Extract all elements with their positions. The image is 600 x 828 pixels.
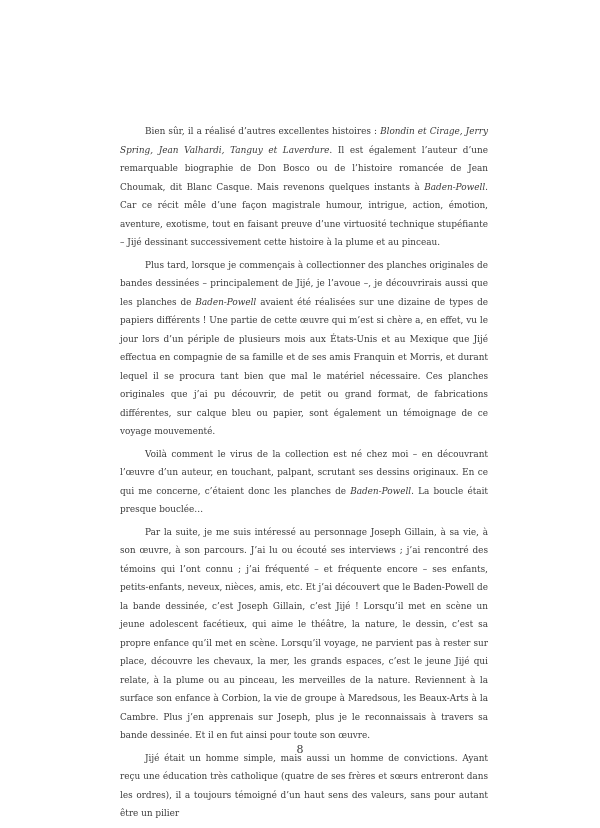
- text-run: . Car ce récit mêle d’une façon magistrale humour, intrigue, action, émotion, aventure, exotisme, tout en faisant preuve d’une virtuosité technique stupéfiante – Jijé dessinant successivement cette histoire à la plume et au pinceau.: [120, 182, 488, 248]
- paragraph: [120, 257, 488, 442]
- text-run: . La boucle était presque bouclée…: [120, 486, 488, 515]
- text-run: . Il est également l’auteur d’une remarquable biographie de Don Bosco ou de l’histoire romancée de Jean Choumak, dit Blanc Casque. Mais revenons quelques instants à: [120, 145, 488, 193]
- text-run: Bien sûr, il a réalisé d’autres excellentes histoires :: [145, 127, 381, 137]
- text-run: Voilà comment le virus de la collection est né chez moi – en découvrant l’œuvre d’un auteur, en touchant, palpant, scrutant ses dessins originaux. En ce qui me concerne, c’étaient donc les planches de: [120, 449, 488, 497]
- text-run: avaient été réalisées sur une dizaine de types de papiers différents ! Une partie de cette œuvre qui m’est si chère a, en effet, vu le jour lors d’un périple de plusieurs mois aux États-Unis et au Mexique que Jijé effectua en compagnie de sa famille et de ses amis Franquin et Morris, et durant lequel il se procura tant bien que mal le matériel nécessaire. Ces planches originales que j’ai pu découvrir, de petit ou grand format, de fabrications différentes, sur calque bleu ou papier, sont également un témoignage de ce voyage mouvementé.: [120, 297, 488, 437]
- page-number: 8: [296, 743, 304, 756]
- text-run: Plus tard, lorsque je commençais à collectionner des planches originales de bandes dessinées – principalement de Jijé, je l’avoue –, je découvrirais aussi que les planches de: [120, 260, 488, 308]
- text-run: Jijé était un homme simple, mais aussi un homme de convictions. Ayant reçu une éducation très catholique (quatre de ses frères et sœurs entreront dans les ordres), il a toujours témoigné d’un haut sens des valeurs, sans pour autant être un pilier: [120, 753, 488, 819]
- text-run: Par la suite, je me suis intéressé au personnage Joseph Gillain, à sa vie, à son œuvre, à son parcours. J’ai lu ou écouté ses interviews ; j’ai rencontré des témoins qui l’ont connu ; j’ai fréquenté – et fréquente encore – ses enfants, petits-enfants, neveux, nièces, amis, etc. Et j’ai découvert que le Baden-Powell de la bande dessinée, c’est Joseph Gillain, c’est Jijé ! Lorsqu’il met en scène un jeune adolescent facétieux, qui aime le théâtre, la nature, le dessin, c’est sa propre enfance qu’il met en scène. Lorsqu’il voyage, ne parvient pas à rester sur place, découvre les chevaux, la mer, les grands espaces, c’est le jeune Jijé qui relate, à la plume ou au pinceau, les merveilles de la nature. Reviennent à la surface son enfance à Corbion, la vie de groupe à Maredsous, les Beaux-Arts à la Cambre. Plus j’en apprenais sur Joseph, plus je le reconnaissais à travers sa bande dessinée. Et il en fut ainsi pour toute son œuvre.: [120, 527, 488, 741]
- paragraph: [120, 446, 488, 520]
- paragraph: [120, 123, 488, 253]
- italic-title: Blondin et Cirage, Jerry Spring, Jean Valhardi, Tanguy et Laverdure: [120, 127, 488, 156]
- body-text: [120, 123, 488, 828]
- italic-title: Baden-Powell: [424, 182, 486, 193]
- italic-title: Baden-Powell: [350, 486, 412, 497]
- italic-title: Baden-Powell: [195, 297, 257, 308]
- paragraph: [120, 524, 488, 746]
